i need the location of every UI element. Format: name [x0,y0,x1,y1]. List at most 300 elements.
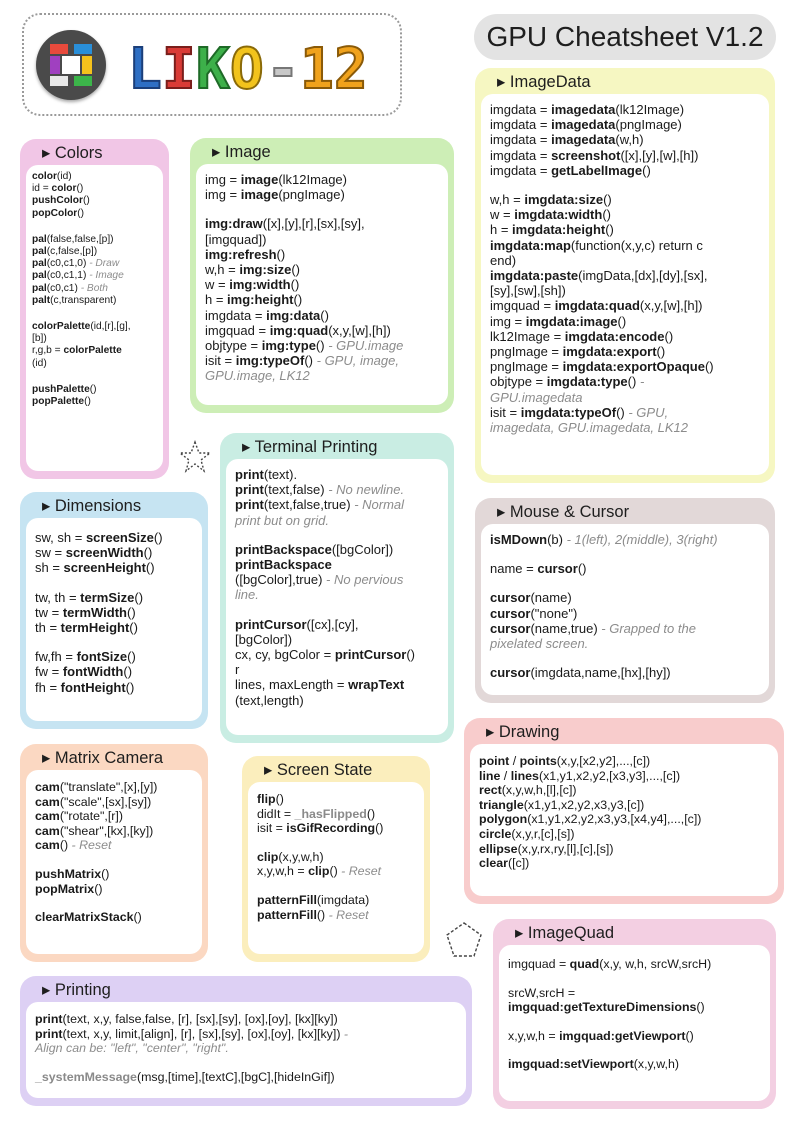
function-name: pushPalette [32,383,90,395]
function-name: img:refresh [205,246,277,262]
code-text: () [664,328,674,344]
code-text: w = [490,207,515,223]
image-line [205,172,439,187]
code-text: () [126,604,136,620]
code-text: w,h = [490,192,525,208]
liko12-logo-icon [36,30,106,100]
code-text: srcW,srcH = [508,985,576,1000]
code-text: id = [32,183,52,195]
code-text: () [329,864,342,879]
drawing-line [479,754,769,769]
code-text: ([c]) [507,856,530,871]
code-text: () [696,1000,705,1015]
dimensions-line [35,560,193,575]
code-text: (x1,y1,x2,y2,[x3,y3],...,[c]) [538,768,681,783]
imagedata-card-title: ImageData [509,73,591,91]
function-name: imgquad:getViewport [559,1028,686,1043]
code-text: img = [490,313,526,329]
terminal-line [235,482,439,497]
function-name: cursor [490,605,531,621]
function-name: screenSize [85,530,154,545]
function-name: polygon [479,812,528,827]
function-name: clip [257,849,279,864]
code-text: name = [490,561,538,577]
image-line [205,292,439,307]
imagequad-line [508,972,761,986]
dimensions-card [20,492,208,729]
code-text: () [89,383,97,395]
comment: - [639,374,645,390]
code-text: (x,y,w,h) [633,1057,679,1072]
code-text: (imgData,[dx],[dy],[sx], [578,268,708,284]
code-text: lines, maxLength = [235,677,349,693]
imagequad-card-header: ▸ ImageQuad [515,924,615,942]
matrix-line [35,853,193,867]
code-text: ("none") [530,605,578,621]
code-text: (msg,[time],[textC],[bgC],[hideInGif]) [136,1069,335,1084]
printing-card [20,976,472,1106]
function-name: imgdata:encode [564,328,665,344]
code-text: h = [490,222,513,238]
code-text: isit = [490,404,521,420]
imagequad-line [508,1029,761,1044]
function-name: cursor [537,561,578,577]
code-text: fh = [35,679,61,695]
function-name: printCursor [235,616,307,632]
comment: - No pervious [326,572,404,588]
code-text: (text,length) [235,692,304,708]
comment: line. [235,587,259,603]
imagequad-line [508,1015,761,1029]
code-text: ("scale",[sx],[sy]) [59,794,152,809]
code-text: h = [205,292,228,308]
imagedata-card-body [481,94,769,475]
matrix-card-header: ▸ Matrix Camera [42,749,164,767]
code-text: () [642,162,651,178]
screen-line [257,879,415,893]
comment: print but on grid. [235,512,329,528]
function-name: print [35,1012,63,1026]
code-text: (text,false,true) [263,497,355,513]
terminal-line [235,603,439,617]
drawing-line [479,769,769,784]
function-name: img:type [261,338,316,354]
matrix-line [35,824,193,839]
imagedata-line [490,102,760,117]
code-text: () [616,404,629,420]
function-name: print [235,482,264,498]
code-text: (name) [530,590,572,606]
code-text: (id) [56,171,72,182]
function-name: img:size [239,262,292,278]
code-text: (text). [263,467,298,482]
matrix-card-title: Matrix Camera [54,749,164,767]
function-name: imgquad:setViewport [508,1057,634,1072]
code-text: (id) [32,357,47,369]
imagedata-line [490,390,760,405]
comment: - Draw [89,258,120,270]
function-name: isMDown [490,532,548,547]
mouse-cursor-card [475,498,775,703]
code-text: imgdata = [490,102,552,117]
code-text: () [304,353,317,369]
imagedata-line [490,314,760,329]
comment: pixelated screen. [490,636,589,652]
image-card-header: ▸ Image [212,143,271,161]
dimensions-line [35,545,193,560]
code-text: () [133,910,142,925]
function-name: popPalette [32,396,85,408]
image-line [205,338,439,353]
comment: imagedata, GPU.imagedata, LK12 [490,420,689,436]
svg-text:L: L [128,38,162,94]
imagedata-line [490,117,760,132]
dimensions-line [35,605,193,620]
code-text: () [602,207,611,223]
function-name: printCursor [334,647,407,663]
code-text: (c0,c1,1) [46,270,90,282]
terminal-line [235,497,439,512]
code-text: (x,y,[w],[h]) [639,298,703,314]
terminal-line [235,617,439,632]
function-name: termWidth [62,604,127,620]
comment: - No newline. [328,482,405,498]
image-card [190,138,454,413]
function-name: fontSize [76,649,128,665]
code-text: lk12Image = [490,328,565,344]
code-text: () [656,344,666,360]
code-text: sw = [35,545,66,561]
imagedata-line [490,344,760,359]
function-name: img:data [266,307,321,323]
code-text: isit = [257,821,287,836]
code-text: () [123,664,133,680]
svg-text:K: K [196,38,230,94]
function-name: print [235,497,264,513]
code-text: [sy],[sw],[sh]) [490,283,566,299]
code-text: () [603,192,612,208]
function-name: colorPalette [32,321,91,333]
screen-line [257,836,415,850]
code-text: () [84,396,91,408]
matrix-line [35,838,193,853]
imagedata-line [490,329,760,344]
imagequad-line [508,957,761,972]
imagequad-line [508,1000,761,1015]
code-text: () [94,881,103,896]
colors-line [32,384,157,396]
drawing-line [479,856,769,871]
code-text: () [293,292,303,308]
mouse-line [490,547,760,561]
imagequad-line [508,1043,761,1057]
drawing-line [479,798,769,813]
image-line [205,202,439,216]
drawing-line [479,827,769,842]
function-name: img:draw [205,216,263,232]
comment: - Normal [354,497,405,513]
function-name: ellipse [479,841,518,856]
code-text: end) [490,252,517,268]
code-text: img = [205,172,241,187]
function-name: printBackspace [235,541,332,557]
terminal-line [235,677,439,692]
code-text: () [685,1028,694,1043]
function-name: pal [32,270,47,282]
code-text: () [704,359,714,375]
code-text: (text,false) [263,482,329,498]
image-card-title: Image [224,143,271,161]
code-text: [bgColor]) [235,631,293,647]
printing-line [35,1056,457,1070]
function-name: fontHeight [60,679,126,695]
image-line [205,353,439,368]
code-text: () [320,307,329,323]
code-text: () [275,792,284,806]
function-name: imgdata:quad [554,298,640,314]
function-name: cursor [490,620,531,636]
function-name: line [479,768,501,783]
code-text: objtype = [490,374,547,390]
function-name: print [35,1026,63,1041]
code-text: x,y,w,h = [257,864,309,879]
function-name: popColor [32,207,78,219]
function-name: print [235,467,264,482]
function-name: pal [32,246,47,258]
mouse-line [490,590,760,605]
code-text: () [627,374,640,390]
code-text: (pngImage) [278,187,345,203]
code-text: (text, x,y, limit,[align], [r], [sx],[sy], [ox],[oy], [kx][ky]) [62,1026,344,1041]
function-name: clearMatrixStack [35,910,134,925]
function-name: imgdata:height [512,222,606,238]
colors-line [32,171,157,183]
code-text: imgdata = [205,307,267,323]
terminal-card-title: Terminal Printing [254,438,378,456]
imagedata-line [490,283,760,298]
mouse-card-header: ▸ Mouse & Cursor [497,503,630,521]
colors-line [32,270,157,282]
function-name: imgdata:map [490,237,571,253]
screen-state-card [242,756,430,962]
comment: - GPU.image [328,338,404,354]
colors-card-title: Colors [54,144,103,162]
code-text: [b]) [32,333,47,345]
terminal-line [235,587,439,602]
code-text: (x,y, w,h, srcW,srcH) [599,957,712,971]
comment: - GPU, [628,404,669,420]
function-name: popMatrix [35,881,95,896]
imagedata-line [490,420,760,435]
function-name: img:quad [269,322,329,338]
printing-line [35,1012,457,1027]
colors-line [32,195,157,207]
code-text: () [617,313,627,329]
comment: - [343,1026,349,1041]
terminal-line [235,513,439,528]
comment: GPU.imagedata [490,389,583,405]
screen-line [257,850,415,865]
function-name: screenWidth [65,545,144,561]
imagedata-line [490,268,760,283]
star-doodle [178,440,212,474]
code-text: x,y,w,h = [508,1028,560,1043]
imagedata-line [490,148,760,163]
function-name: img:height [227,292,294,308]
terminal-card-body [226,459,448,735]
function-name: color [32,171,57,182]
code-text: () [82,195,90,207]
dimensions-line [35,649,193,664]
mouse-line [490,606,760,621]
code-text: (text, x,y, false,false, [r], [sx],[sy], [ox],[oy], [kx][ky]) [62,1012,338,1026]
comment: GPU.image, LK12 [205,368,310,384]
code-text: r [235,662,240,678]
function-name: colorPalette [63,345,122,357]
function-name: imgdata:paste [490,268,579,284]
function-name: img:width [229,277,291,293]
code-text: pngImage = [490,359,563,375]
imagedata-line [490,298,760,313]
function-name: points [519,754,557,768]
code-text: () [366,806,376,821]
mouse-line [490,665,760,680]
function-name: imgdata:size [524,192,604,208]
screen-line [257,807,415,822]
function-name: imgdata:export [562,344,657,360]
comment: - 1(left), 2(middle), 3(right) [566,532,718,547]
code-text: tw = [35,604,63,620]
function-name: cam [35,809,60,824]
drawing-line [479,783,769,798]
function-name: imagedata [551,117,616,133]
code-text: imgdata = [490,147,552,163]
code-text: / [509,754,520,768]
function-name: image [240,187,279,203]
code-text: (pngImage) [615,117,682,133]
terminal-line [235,632,439,647]
dimensions-line [35,664,193,679]
function-name: imgdata:exportOpaque [562,359,705,375]
comment: - Both [80,282,108,294]
screen-line [257,908,415,923]
function-name: point [479,754,510,768]
imagequad-line [508,1057,761,1072]
code-text: () [127,649,136,665]
code-text: (x1,y1,x2,y2,x3,y3,[x4,y4],...,[c]) [527,812,702,827]
mouse-line [490,651,760,665]
function-name: lines [510,768,539,783]
function-name: patternFill [257,907,317,922]
drawing-line [479,812,769,827]
code-text: (c,transparent) [50,294,117,306]
function-name: img:typeOf [235,353,305,369]
internal-function-name: _hasFlipped [294,806,367,821]
function-name: circle [479,826,512,841]
screen-line [257,792,415,807]
function-name: imgdata:image [525,313,618,329]
printing-card-title: Printing [54,981,111,999]
imagedata-line [490,222,760,237]
comment: - GPU, image, [316,353,399,369]
matrix-line [35,910,193,925]
svg-text:1: 1 [300,38,334,94]
function-name: imgdata:width [514,207,603,223]
function-name: pal [32,282,47,294]
colors-card-header: ▸ Colors [42,144,103,162]
colors-line [32,307,157,321]
comment: - Grapped to the [601,620,696,636]
function-name: cursor [490,590,531,606]
code-text: tw, th = [35,589,81,605]
colors-line [32,358,157,370]
code-text: () [577,561,587,577]
printing-line [35,1027,457,1042]
drawing-card-header: ▸ Drawing [486,723,560,741]
dimensions-line [35,590,193,605]
imagedata-line [490,253,760,268]
code-text: ("rotate",[r]) [59,809,123,824]
code-text: () [143,545,153,561]
function-name: color [51,183,77,195]
code-text: (x,y,r,[c],[s]) [511,826,575,841]
function-name: imgdata:typeOf [520,404,617,420]
code-text: imgdata = [490,117,552,133]
mouse-line [490,636,760,651]
function-name: fontWidth [62,664,124,680]
code-text: () [605,222,614,238]
screen-card-title: Screen State [276,761,373,779]
screen-line [257,864,415,879]
dimensions-line [35,635,193,649]
colors-line [32,183,157,195]
terminal-line [235,528,439,542]
code-text: (x1,y1,x2,y2,x3,y3,[c]) [523,797,645,812]
function-name: cursor [490,665,531,681]
code-text: (x,y,[w],[h]) [328,322,391,338]
code-text: (x,y,w,h,[l],[c]) [501,783,577,798]
code-text: () [316,907,329,922]
code-text: (b) [547,532,567,547]
code-text: [imgquad]) [205,231,267,247]
code-text: (c0,c1,0) [46,258,90,270]
code-text: () [129,620,138,636]
code-text: w,h = [205,262,240,278]
matrix-camera-card [20,744,208,962]
colors-line [32,246,157,258]
imagedata-line [490,163,760,178]
colors-line [32,396,157,408]
image-line [205,247,439,262]
function-name: isGifRecording [286,821,376,836]
function-name: wrapText [348,677,405,693]
terminal-line [235,647,439,662]
function-name: imagedata [551,102,616,117]
terminal-line [235,662,439,677]
matrix-line [35,882,193,897]
code-text: () [76,183,84,195]
comment: - Reset [71,838,112,853]
screen-line [257,893,415,908]
code-text: ([bgColor]) [331,541,394,557]
dimensions-line [35,530,193,545]
code-text: (false,false,[p]) [46,233,114,245]
function-name: palt [32,294,51,306]
image-line [205,323,439,338]
screen-line [257,821,415,836]
imagedata-line [490,359,760,374]
svg-text:I: I [162,38,196,94]
